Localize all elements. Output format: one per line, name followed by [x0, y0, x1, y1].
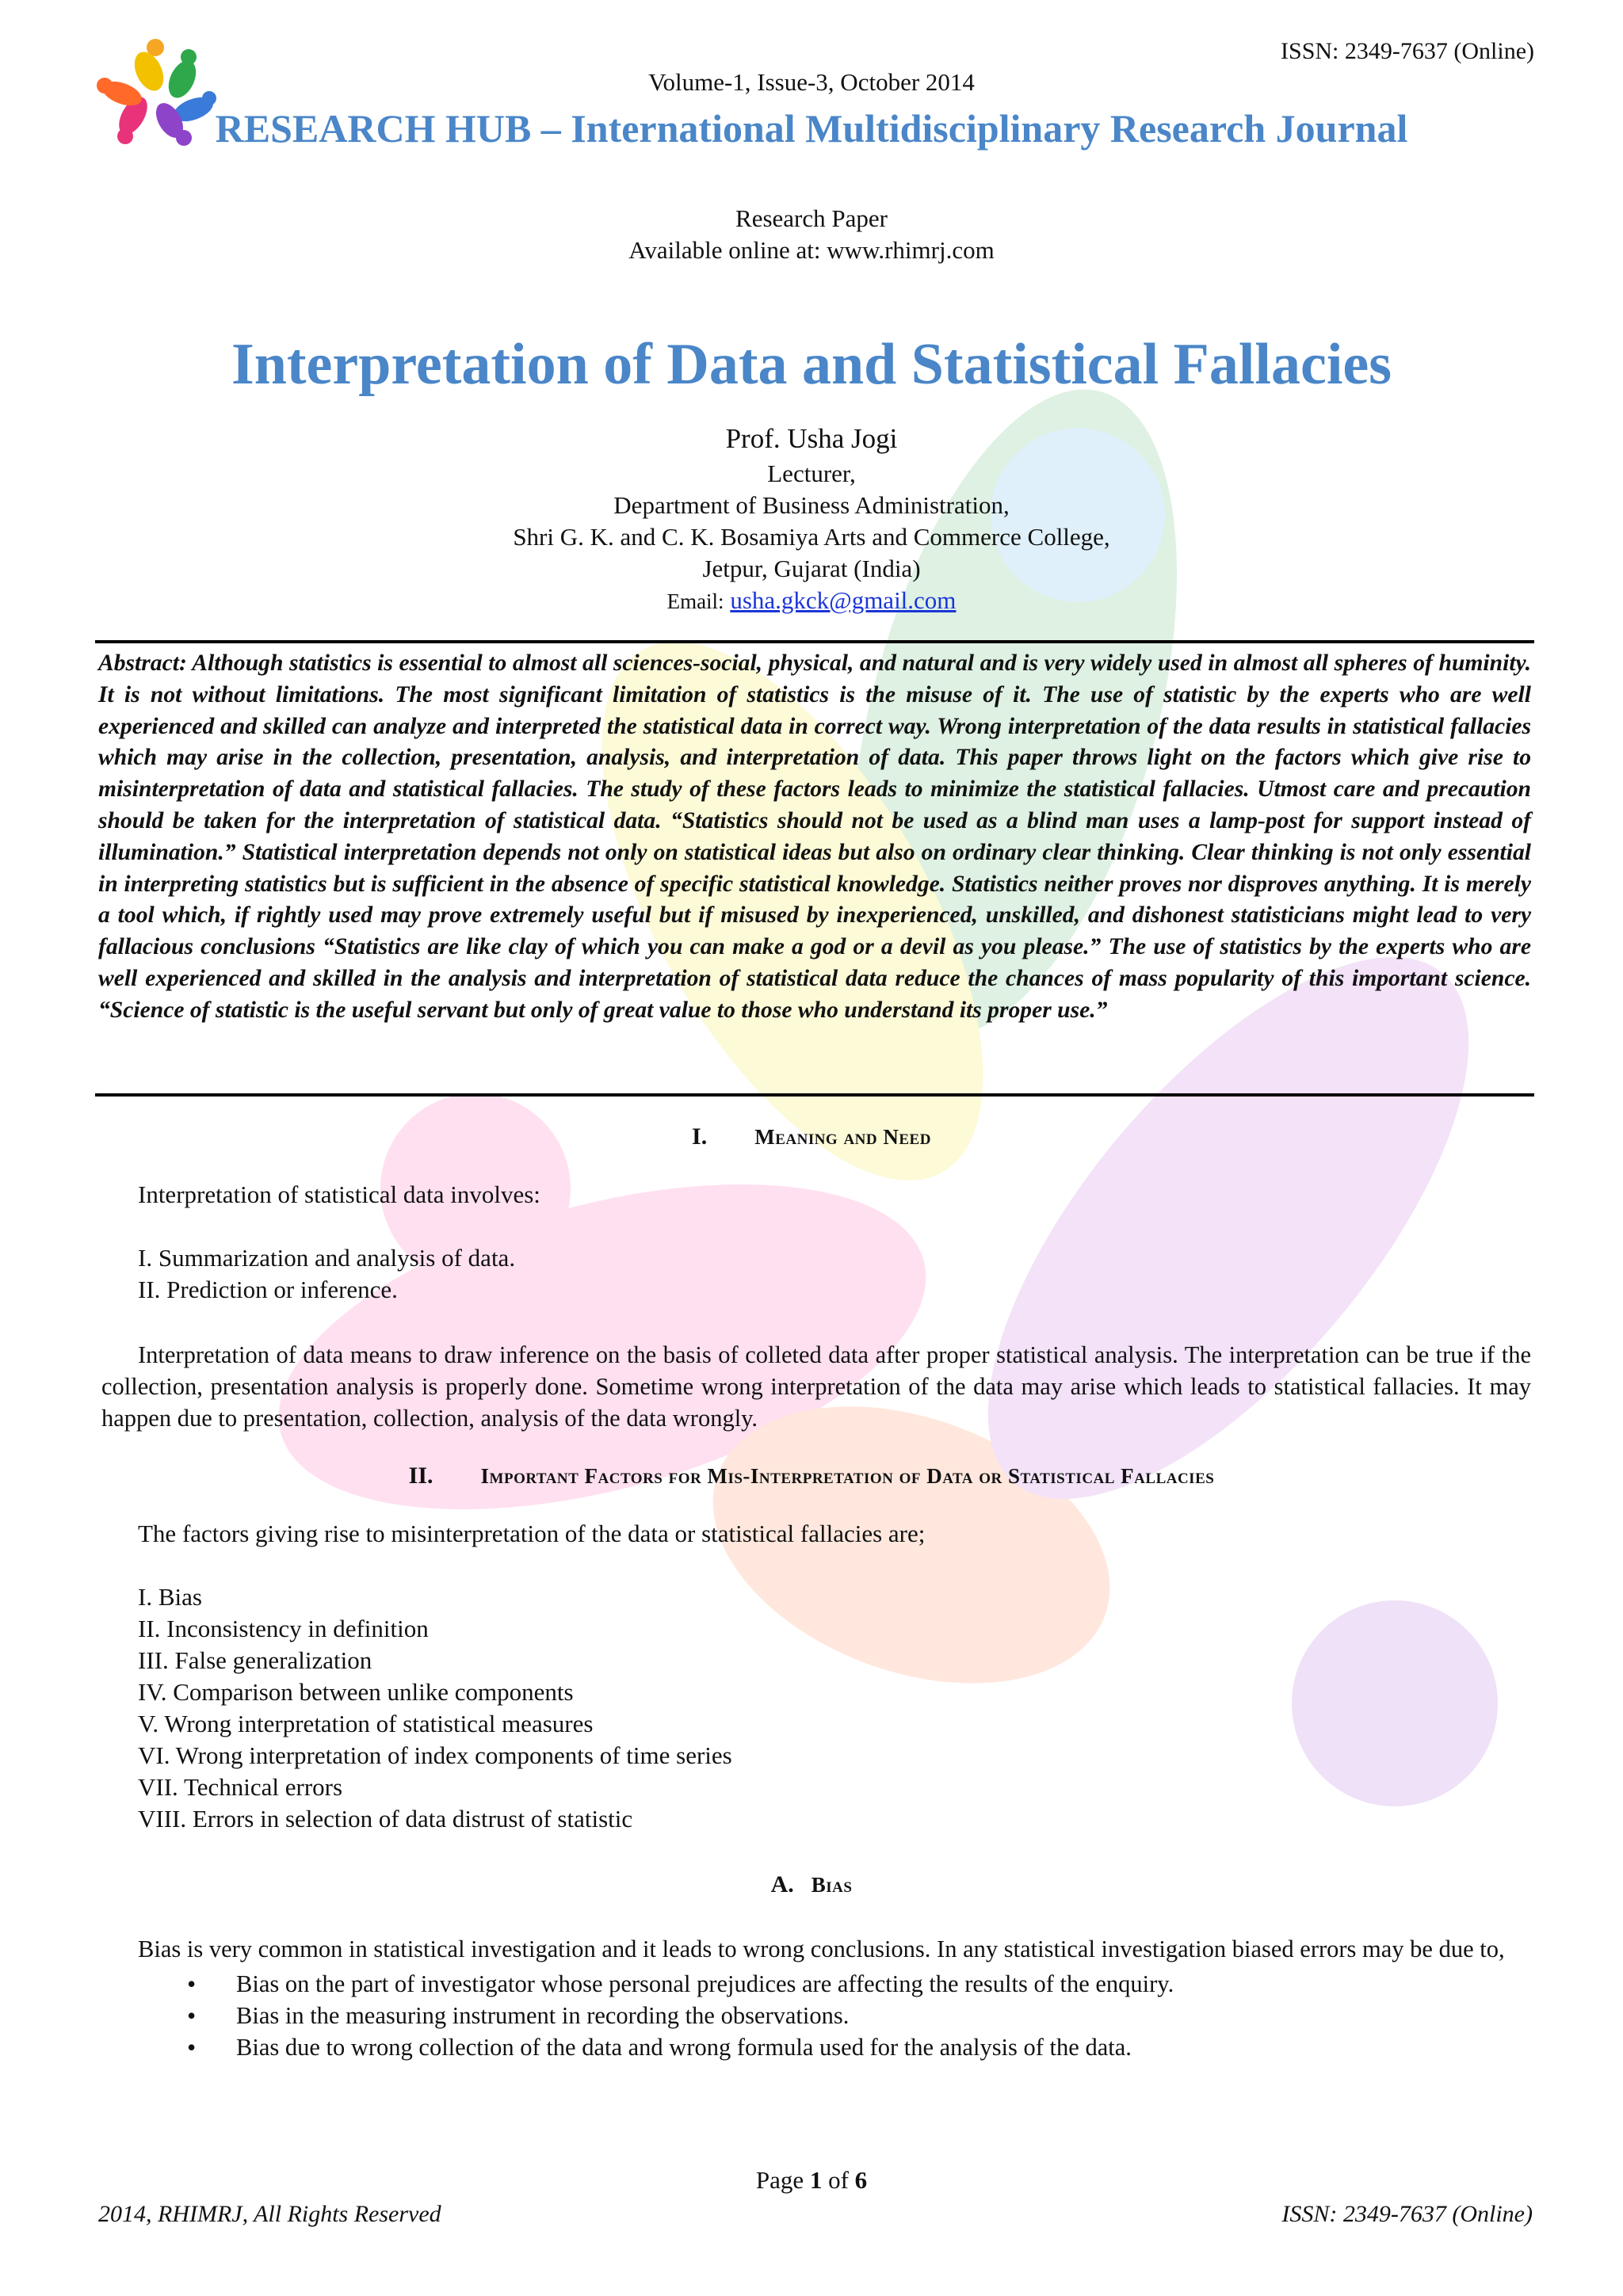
- author-department: Department of Business Administration,: [613, 491, 1010, 519]
- factor-list-item: VI. Wrong interpretation of index components of time series: [138, 1741, 732, 1769]
- factor-list-item: I. Bias: [138, 1583, 202, 1611]
- author-college: Shri G. K. and C. K. Bosamiya Arts and Commerce College,: [513, 523, 1110, 551]
- section-2-intro: The factors giving rise to misinterpretation of the data or statistical fallacies are;: [138, 1520, 926, 1547]
- subsection-a-heading: [0, 1871, 1623, 1898]
- factor-list-item: V. Wrong interpretation of statistical measures: [138, 1710, 594, 1737]
- section-1-title: Meaning and Need: [754, 1125, 931, 1149]
- abstract-text: Abstract: Although statistics is essential to almost all sciences-social, physical, and natural and is very widely used in almost all spheres of huminity. It is not without limitations. The most significant limitation of statistics is the misuse of it. The use of statistic by the experts who are well experienced and skilled can analyze and interpreted the statistical data in correct way. Wrong interpretation of the data results in statistical fallacies which may arise in the collection, presentation, analysis, and interpretation of data. This paper throws light on the factors which give rise to misinterpretation of data and statistical fallacies. The study of these factors leads to minimize the statistical fallacies. Utmost care and precaution should be taken for the interpretation of statistical data. “Statistics should not be used as a blind man uses a lamp-post for support instead of illumination.” Statistical interpretation depends not only on statistical ideas but also on ordinary clear thinking. Clear thinking is not only essential in interpreting statistics but is sufficient in the absence of specific statistical knowledge. Statistics neither proves nor disproves anything. It is merely a tool which, if rightly used may prove extremely useful but if misused by inexperienced, unskilled, and dishonest statisticians might lead to very fallacious conclusions “Statistics are like clay of which you can make a god or a devil as you please.” The use of statistics by the experts who are well experienced and skilled in the analysis and interpretation of statistical data reduce the chances of mass popularity of this important science. “Science of statistic is the useful servant but only of great value to those who understand its proper use.”: [98, 650, 1531, 1023]
- journal-name: RESEARCH HUB – International Multidisciplinary Research Journal: [215, 106, 1408, 151]
- footer-issn: ISSN: 2349-7637 (Online): [1281, 2201, 1533, 2227]
- abstract-top-rule: [95, 640, 1534, 643]
- subsection-a-title: Bias: [811, 1873, 853, 1897]
- list-item: • Bias in the measuring instrument in recording the observations.: [187, 2000, 1174, 2031]
- factor-list-item: IV. Comparison between unlike components: [138, 1678, 574, 1706]
- abstract-bottom-rule: [95, 1093, 1534, 1097]
- section-1-paragraph: Interpretation of data means to draw inference on the basis of colleted data after proper statistical analysis. The interpretation can be true if the collection, presentation analysis is properly done. Sometime wrong interpretation of the data may arise which leads to statistical fallacies. It may happen due to presentation, collection, analysis of the data wrongly.: [101, 1341, 1531, 1432]
- availability-line: Available online at: www.rhimrj.com: [628, 236, 995, 264]
- page-total: 6: [854, 2166, 868, 2194]
- author-email-line: [0, 586, 1623, 615]
- bias-bullet-list: [187, 1968, 1174, 2063]
- factor-list-item: VII. Technical errors: [138, 1773, 343, 1801]
- section-2-title: Important Factors for Mis-Interpretation of Data or Statistical Fallacies: [480, 1464, 1215, 1488]
- section-1-number: I.: [692, 1123, 708, 1150]
- footer-copyright: 2014, RHIMRJ, All Rights Reserved: [98, 2201, 441, 2227]
- subsection-a-number: A.: [770, 1871, 794, 1897]
- paper-title: Interpretation of Data and Statistical Fallacies: [231, 332, 1392, 397]
- author-name: Prof. Usha Jogi: [725, 423, 898, 454]
- page-mid: of: [822, 2166, 855, 2194]
- list-item: • Bias on the part of investigator whose personal prejudices are affecting the results of the enquiry.: [187, 1968, 1174, 2000]
- author-location: Jetpur, Gujarat (India): [702, 555, 921, 582]
- author-email-link[interactable]: usha.gkck@gmail.com: [730, 586, 957, 614]
- author-position: Lecturer,: [767, 460, 856, 487]
- issn-header: ISSN: 2349-7637 (Online): [1281, 38, 1534, 64]
- page-current: 1: [809, 2166, 823, 2194]
- section-1-heading: [0, 1123, 1623, 1150]
- section-1-item: I. Summarization and analysis of data.: [138, 1244, 516, 1272]
- section-1-item: II. Prediction or inference.: [138, 1276, 398, 1303]
- factor-list-item: III. False generalization: [138, 1646, 372, 1674]
- subsection-a-paragraph: Bias is very common in statistical investigation and it leads to wrong conclusions. In any statistical investigation biased errors may be due to,: [138, 1936, 1505, 1962]
- email-label: Email:: [666, 589, 724, 613]
- factor-list-item: VIII. Errors in selection of data distrust of statistic: [138, 1805, 633, 1833]
- page-prefix: Page: [755, 2166, 810, 2194]
- page-number: [0, 2166, 1623, 2195]
- factor-list-item: II. Inconsistency in definition: [138, 1615, 429, 1642]
- paper-type: Research Paper: [735, 204, 888, 232]
- section-1-intro: Interpretation of statistical data involves:: [138, 1180, 540, 1208]
- section-2-heading: [0, 1463, 1623, 1489]
- list-item: • Bias due to wrong collection of the data and wrong formula used for the analysis of the data.: [187, 2031, 1174, 2063]
- volume-issue: Volume-1, Issue-3, October 2014: [648, 68, 975, 96]
- section-2-number: II.: [408, 1463, 433, 1489]
